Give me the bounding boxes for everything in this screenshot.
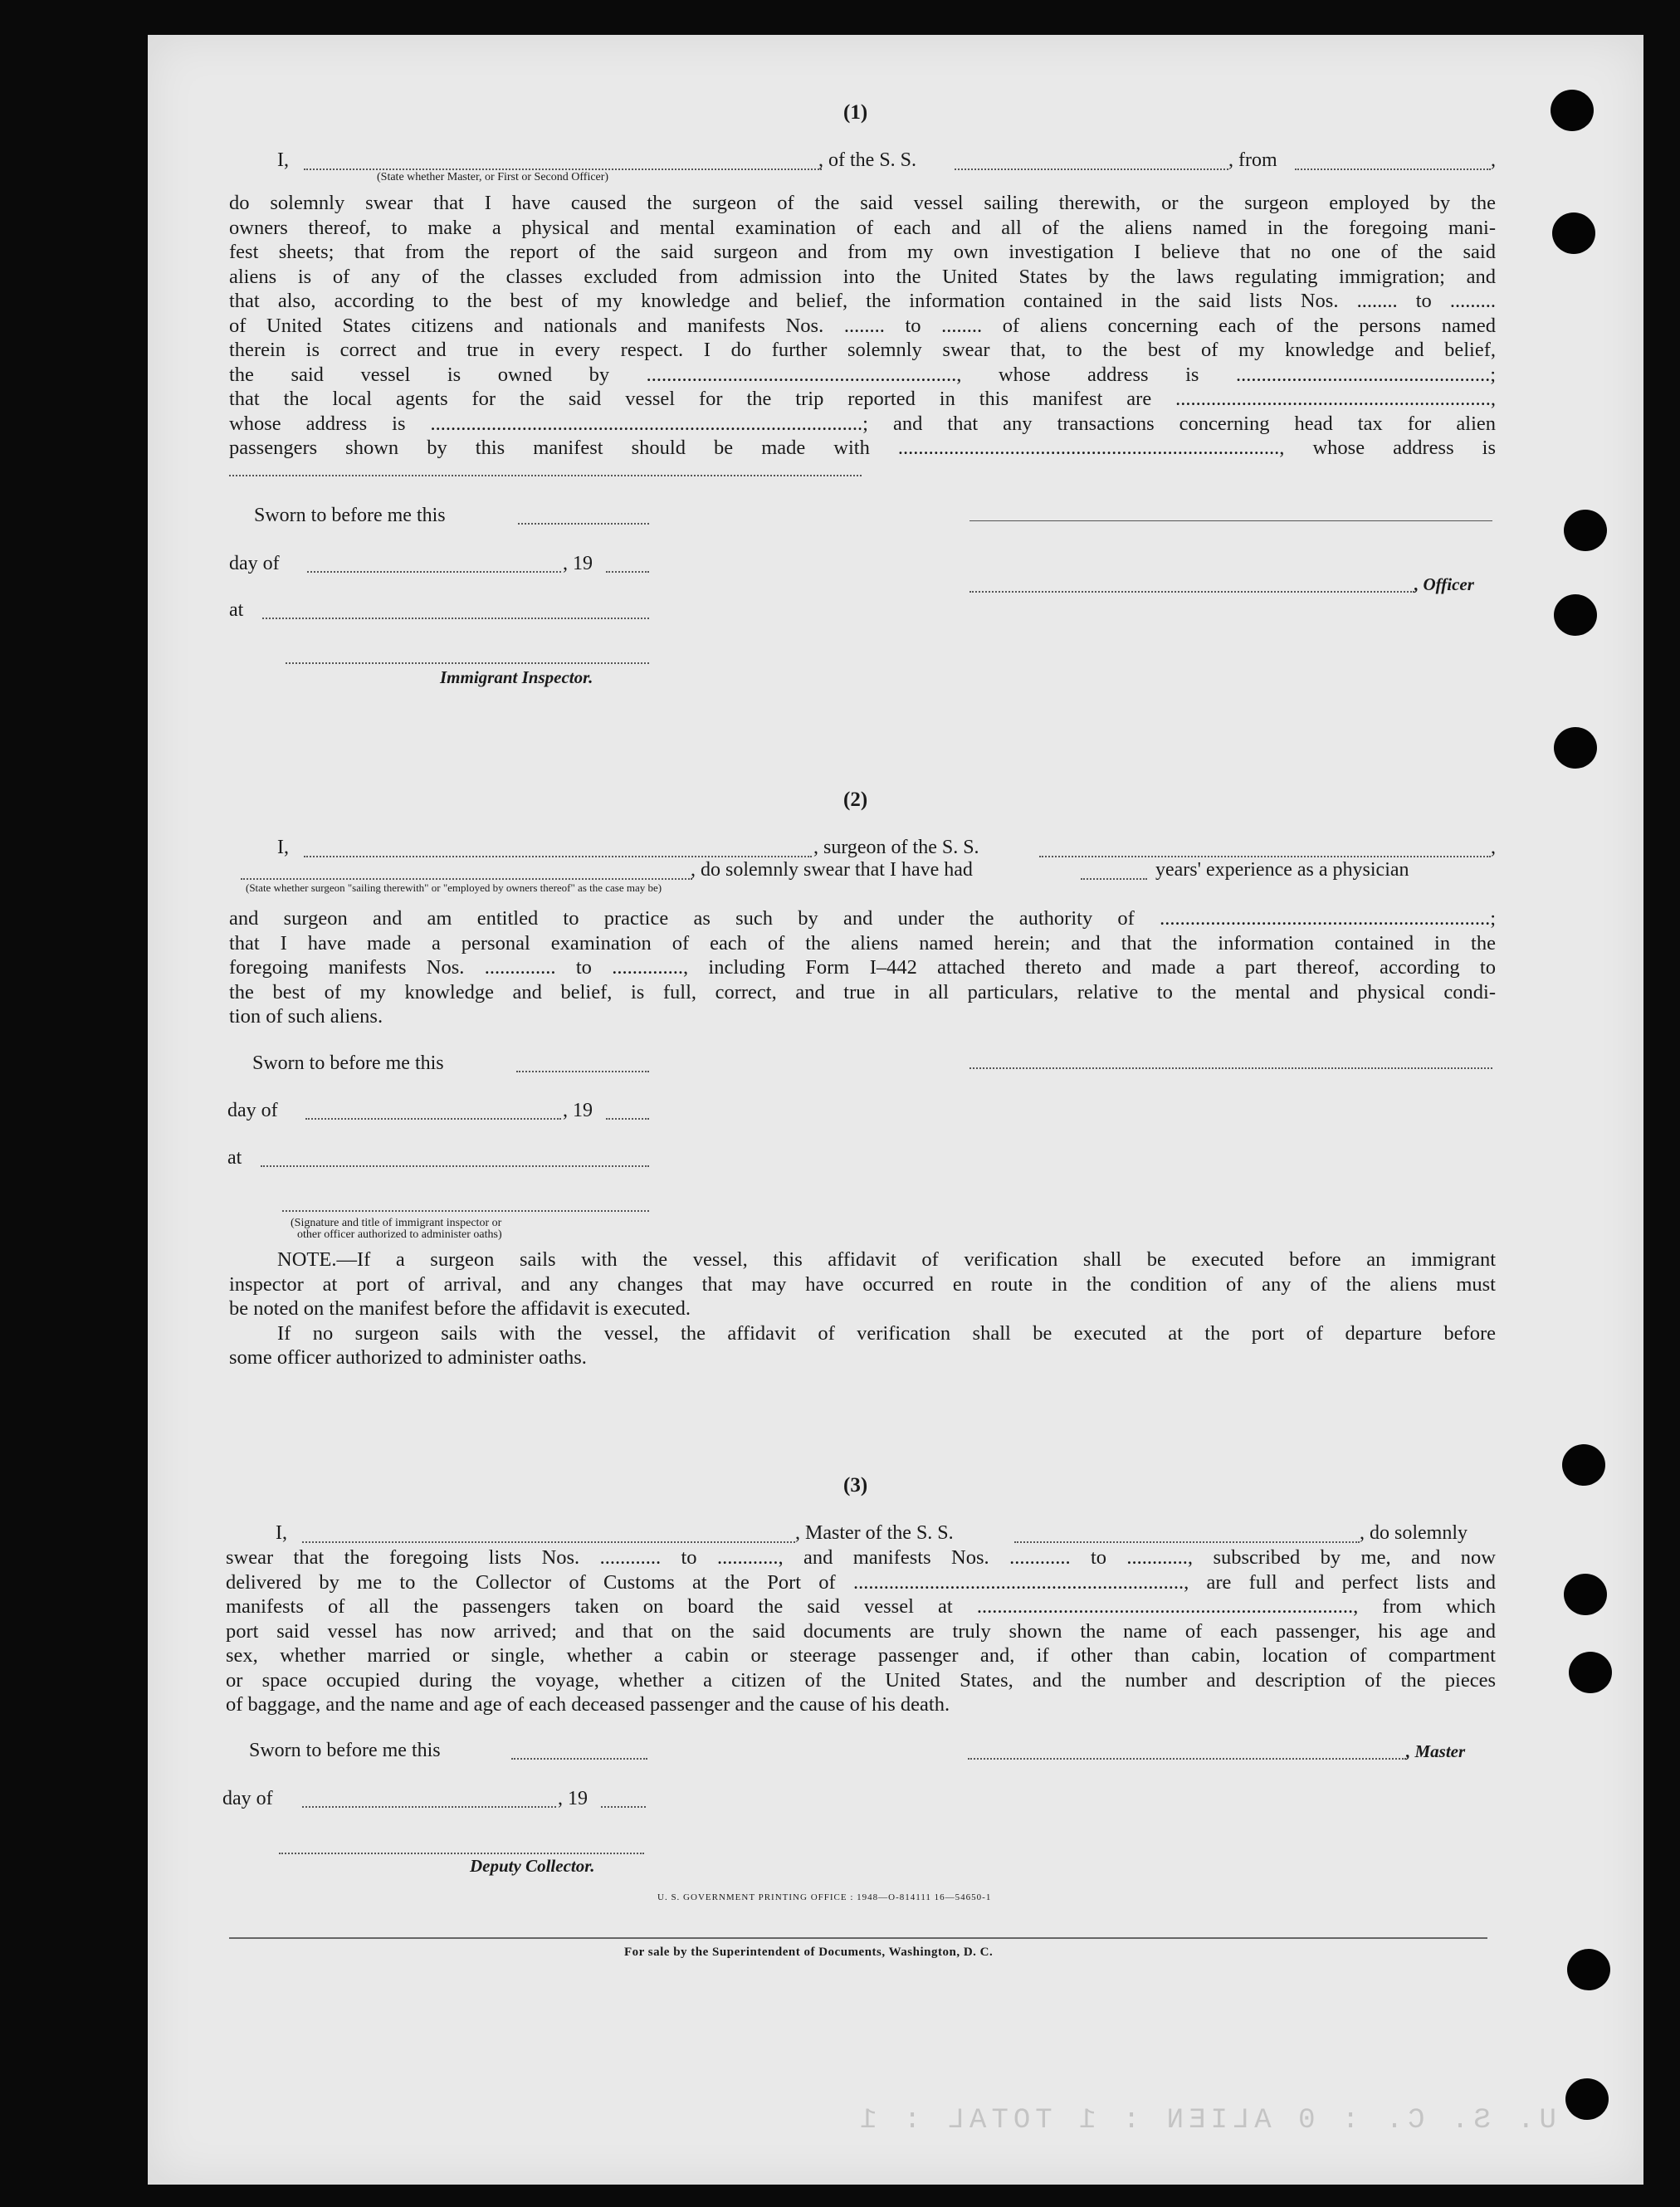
- s3-day-of-label: day of: [222, 1788, 273, 1809]
- s2-state-note: (State whether surgeon "sailing therewith" or "employed by owners thereof" as the case may be): [246, 881, 662, 894]
- s2-day-month-field[interactable]: [305, 1118, 561, 1120]
- punch-hole: [1554, 594, 1597, 636]
- s2-years-label: years' experience as a physician: [1155, 859, 1409, 881]
- s1-at-label: at: [229, 599, 244, 621]
- s3-deputy-label: Deputy Collector.: [470, 1856, 595, 1876]
- s3-line: of baggage, and the name and age of each deceased passenger and the cause of his death.: [226, 1693, 950, 1716]
- s3-ship-name-field[interactable]: [1014, 1541, 1360, 1543]
- s2-note-line: NOTE.—If a surgeon sails with the vessel, this affidavit of verification shall be executed before an immigrant: [277, 1248, 1496, 1271]
- s1-line: the said vessel is owned by ............................................................., whose address is ..................................................;: [229, 363, 1496, 386]
- s3-line: swear that the foregoing lists Nos. ............ to ............, and manifests Nos. ............ to ............, subscribed by me, and now: [226, 1546, 1496, 1569]
- s1-line: that also, according to the best of my knowledge and belief, the information contained in the said lists Nos. ........ to .........: [229, 290, 1496, 312]
- s1-officer-title-field[interactable]: [969, 591, 1414, 593]
- s3-sworn-date-field[interactable]: [511, 1758, 647, 1760]
- s2-at-label: at: [227, 1147, 242, 1169]
- s2-note-paragraph: [229, 1248, 1496, 1370]
- s3-deputy-signature-field[interactable]: [279, 1853, 644, 1854]
- s1-ship-name-field[interactable]: [955, 168, 1228, 170]
- s2-day-of-label: day of: [227, 1100, 278, 1121]
- s1-year-label: , 19: [563, 553, 593, 574]
- s1-line: of United States citizens and nationals and manifests Nos. ........ to ........ of aliens concerning each of the persons named: [229, 314, 1496, 337]
- s1-line: passengers shown by this manifest should be made with ..........................................................................., whose address is: [229, 437, 1496, 459]
- s2-signature-note: other officer authorized to administer oaths): [297, 1228, 502, 1241]
- s1-line: aliens is of any of the classes excluded from admission into the United States by the laws regulating immigration; and: [229, 265, 1496, 288]
- s3-master-label: , Master of the S. S.: [795, 1522, 954, 1544]
- s2-note-line: some officer authorized to administer oaths.: [229, 1346, 587, 1369]
- s1-day-month-field[interactable]: [307, 571, 561, 573]
- s3-day-month-field[interactable]: [302, 1806, 556, 1808]
- s2-note-line: be noted on the manifest before the affidavit is executed.: [229, 1297, 691, 1320]
- punch-hole: [1565, 2078, 1609, 2120]
- s2-surgeon-of-label: , surgeon of the S. S.: [813, 837, 979, 858]
- s2-inspector-signature-field[interactable]: [282, 1210, 649, 1212]
- s2-swear-label: , do solemnly swear that I have had: [691, 859, 973, 881]
- s2-signature-note: (Signature and title of immigrant inspector or: [291, 1217, 502, 1229]
- punch-hole: [1562, 1444, 1605, 1486]
- s1-from-port-field[interactable]: [1295, 168, 1491, 170]
- s1-of-ss-label: , of the S. S.: [818, 149, 917, 171]
- s2-ship-name-field[interactable]: [1039, 856, 1491, 857]
- s1-at-place-field[interactable]: [262, 618, 649, 619]
- footer-rule: [229, 1937, 1487, 1939]
- s2-years-field[interactable]: [1081, 878, 1147, 880]
- s2-year-label: , 19: [563, 1100, 593, 1121]
- s2-line: and surgeon and am entitled to practice as such by and under the authority of .................................................................;: [229, 907, 1496, 930]
- s2-line: that I have made a personal examination of each of the aliens named herein; and that the information contained in the: [229, 931, 1496, 955]
- s1-year-field[interactable]: [606, 571, 649, 573]
- s3-swear-label: , do solemnly: [1360, 1522, 1468, 1544]
- s2-line: tion of such aliens.: [229, 1005, 383, 1028]
- s3-year-label: , 19: [558, 1788, 588, 1809]
- section-2-number: (2): [843, 789, 868, 811]
- s2-line: the best of my knowledge and belief, is full, correct, and true in all particulars, relative to the mental and physical condi-: [229, 980, 1496, 1003]
- s1-comma: ,: [1491, 149, 1496, 171]
- s1-line: do solemnly swear that I have caused the surgeon of the said vessel sailing therewith, or the surgeon employed by the: [229, 192, 1496, 214]
- s1-line: therein is correct and true in every respect. I do further solemnly swear that, to the best of my knowledge and belief,: [229, 339, 1496, 361]
- punch-hole: [1564, 510, 1607, 551]
- s2-note-line: If no surgeon sails with the vessel, the affidavit of verification shall be executed at the port of departure before: [277, 1321, 1496, 1345]
- s3-line: or space occupied during the voyage, whether a citizen of the United States, and the number and description of the pieces: [226, 1668, 1496, 1692]
- punch-hole: [1569, 1652, 1612, 1693]
- s1-oath-paragraph: [229, 191, 1496, 461]
- sale-notice: For sale by the Superintendent of Documents, Washington, D. C.: [624, 1946, 994, 1959]
- s2-surgeon-name-field[interactable]: [304, 856, 812, 857]
- s3-i-label: I,: [276, 1522, 287, 1544]
- punch-hole: [1564, 1574, 1607, 1615]
- s2-surgeon-signature-field[interactable]: [969, 1067, 1492, 1069]
- s1-sworn-label: Sworn to before me this: [254, 505, 446, 526]
- s1-officer-name-field[interactable]: [304, 168, 822, 170]
- s1-line: whose address is .....................................................................................; and that any transactions concerning head tax for alien: [229, 412, 1496, 435]
- s3-master-name-field[interactable]: [302, 1541, 795, 1543]
- s1-officer-label: , Officer: [1414, 574, 1474, 594]
- s1-line: fest sheets; that from the report of the said surgeon and from my own investigation I believe that no one of the said: [229, 241, 1496, 263]
- s2-note-line: inspector at port of arrival, and any changes that may have occurred en route in the condition of any of the aliens must: [229, 1272, 1496, 1296]
- s2-at-place-field[interactable]: [261, 1165, 649, 1167]
- s2-i-label: I,: [277, 837, 289, 858]
- s2-oath-paragraph: [229, 906, 1496, 1029]
- s3-year-field[interactable]: [601, 1806, 646, 1808]
- s3-sworn-label: Sworn to before me this: [249, 1740, 441, 1761]
- bleed-through-text: U. S. C. : 0 ALIEN : 1 TOTAL : 1: [855, 2105, 1556, 2136]
- section-3-number: (3): [843, 1474, 868, 1497]
- punch-hole: [1567, 1949, 1610, 1990]
- s1-from-label: , from: [1228, 149, 1277, 171]
- s3-oath-paragraph: [226, 1545, 1496, 1717]
- s1-address-continuation-field[interactable]: [229, 475, 862, 476]
- s1-day-of-label: day of: [229, 553, 280, 574]
- s2-sworn-date-field[interactable]: [516, 1071, 649, 1072]
- s1-line: that the local agents for the said vessel for the trip reported in this manifest are ..............................................................,: [229, 388, 1496, 410]
- s1-inspector-signature-field[interactable]: [286, 662, 649, 664]
- s1-officer-signature-field[interactable]: [969, 520, 1492, 521]
- s2-sworn-label: Sworn to before me this: [252, 1052, 444, 1074]
- s1-state-note: (State whether Master, or First or Second Officer): [377, 171, 609, 183]
- s1-i-label: I,: [277, 149, 289, 171]
- s2-year-field[interactable]: [606, 1118, 649, 1120]
- s1-sworn-date-field[interactable]: [518, 523, 649, 525]
- s1-line: owners thereof, to make a physical and mental examination of each and all of the aliens named in the foregoing mani-: [229, 216, 1496, 239]
- s1-inspector-label: Immigrant Inspector.: [440, 667, 593, 687]
- s2-comma: ,: [1491, 837, 1496, 858]
- s3-master-sig-label: , Master: [1406, 1741, 1466, 1761]
- s2-line: foregoing manifests Nos. .............. to .............., including Form I–442 attached thereto and made a part thereof, according to: [229, 956, 1496, 979]
- punch-hole: [1551, 90, 1594, 131]
- s3-line: sex, whether married or single, whether a cabin or steerage passenger and, if other than cabin, location of compartment: [226, 1644, 1496, 1667]
- s3-line: manifests of all the passengers taken on board the said vessel at .........................................................................., from which: [226, 1595, 1496, 1618]
- punch-hole: [1552, 212, 1595, 254]
- s3-master-signature-field[interactable]: [968, 1758, 1406, 1760]
- s3-line: port said vessel has now arrived; and that on the said documents are truly shown the name of each passenger, his age and: [226, 1619, 1496, 1643]
- punch-hole: [1554, 727, 1597, 769]
- gpo-imprint: U. S. GOVERNMENT PRINTING OFFICE : 1948—O-814111 16—54650-1: [657, 1892, 992, 1902]
- s2-surgeon-status-field[interactable]: [241, 878, 692, 880]
- section-1-number: (1): [843, 101, 868, 124]
- s3-line: delivered by me to the Collector of Customs at the Port of ................................................................., are full and perfect lists and: [226, 1570, 1496, 1594]
